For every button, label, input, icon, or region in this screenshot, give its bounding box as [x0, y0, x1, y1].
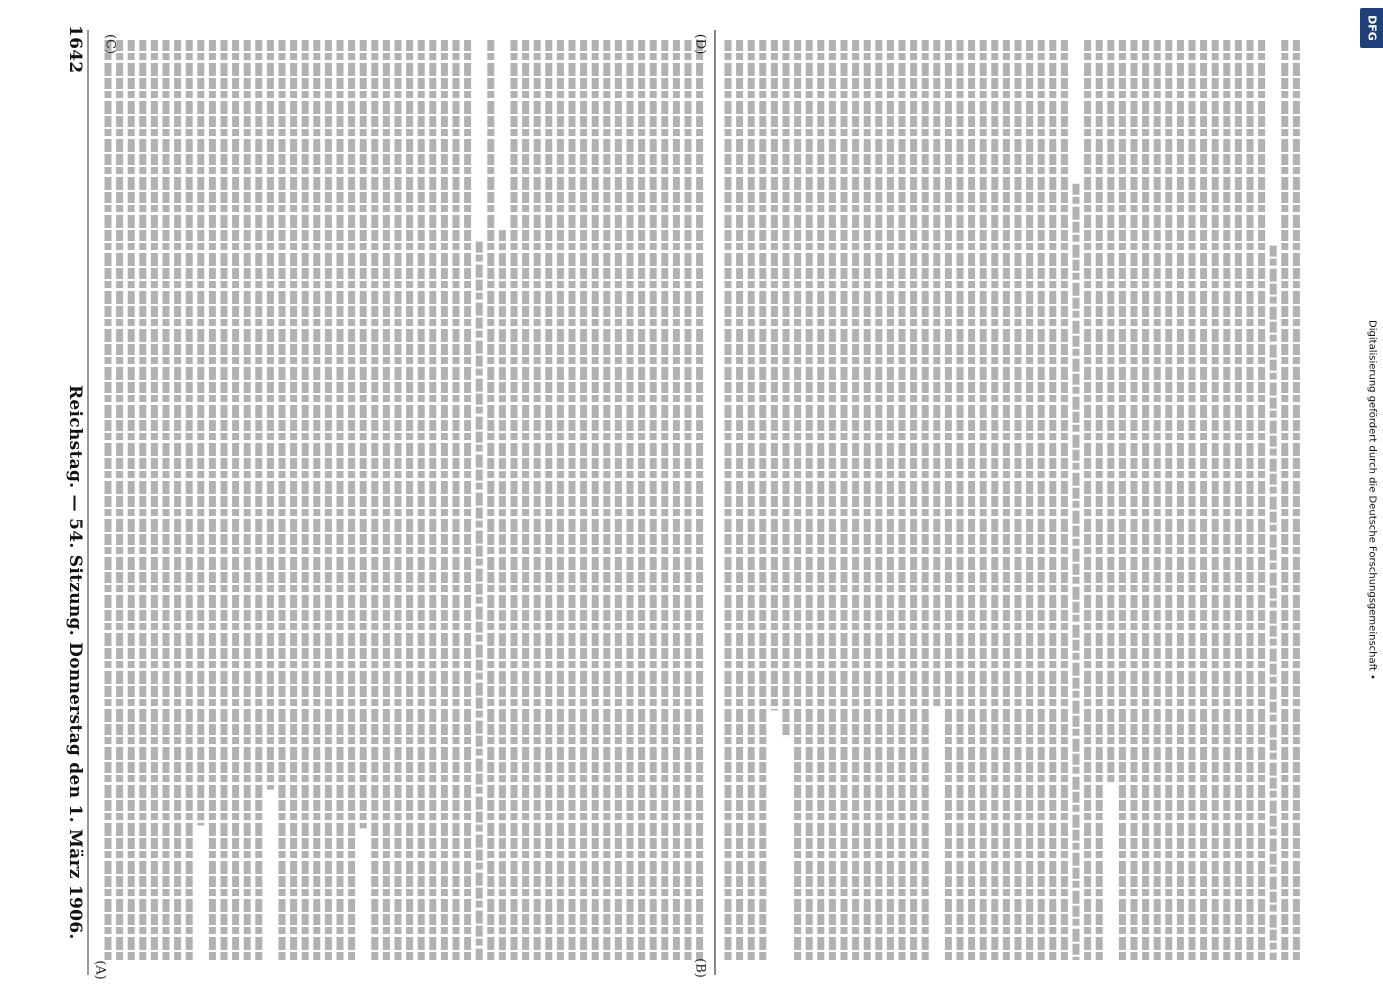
dfg-logo: [1360, 8, 1383, 48]
header-title: Reichstag. — 54. Sitzung. Donnerstag den 1. März 1906.: [65, 385, 85, 940]
page-number: 1642: [65, 25, 85, 74]
dfg-logo-text: DFG: [1365, 15, 1379, 41]
body-text-lines: [108, 40, 1296, 960]
